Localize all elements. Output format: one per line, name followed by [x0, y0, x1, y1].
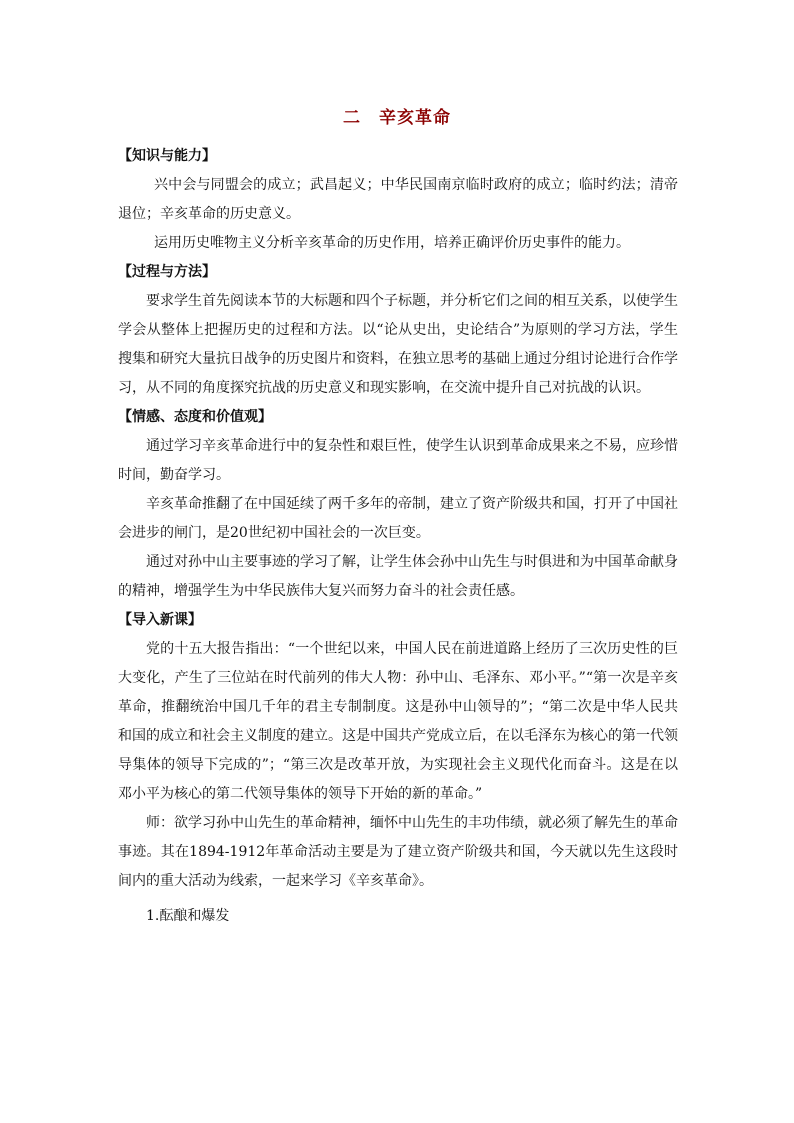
section-knowledge [118, 142, 678, 258]
section-values [118, 403, 678, 606]
section-heading: 【导入新课】 [118, 612, 202, 628]
paragraph: 通过学习辛亥革命进行中的复杂性和艰巨性，使学生认识到革命成果来之不易，应珍惜时间，勤奋学习。 [118, 438, 678, 483]
paragraph: 党的十五大报告指出：“一个世纪以来，中国人民在前进道路上经历了三次历史性的巨大变化，产生了三位站在时代前列的伟大人物：孙中山、毛泽东、邓小平。”“第一次是辛亥革命，推翻统治中国几千年的君主专制制度。这是孙中山领导的”；“第二次是中华人民共和国的成立和社会主义制度的建立。这是中国共产党成立后，在以毛泽东为核心的第一代领导集体的领导下完成的”；“第三次是改革开放，为实现社会主义现代化而奋斗。这是在以邓小平为核心的第二代领导集体的领导下开始的新的革命。” [118, 641, 678, 802]
paragraph: 辛亥革命推翻了在中国延续了两千多年的帝制，建立了资产阶级共和国，打开了中国社会进步的闸门，是20世纪初中国社会的一次巨变。 [118, 496, 678, 541]
section-heading: 【知识与能力】 [118, 148, 216, 164]
document-body [118, 142, 678, 931]
paragraph: 运用历史唯物主义分析辛亥革命的历史作用，培养正确评价历史事件的能力。 [154, 235, 630, 251]
section-heading: 【情感、态度和价值观】 [118, 409, 272, 425]
list-item: 1.酝酿和爆发 [146, 908, 230, 924]
paragraph: 兴中会与同盟会的成立；武昌起义；中华民国南京临时政府的成立；临时约法；清帝退位；辛亥革命的历史意义。 [118, 177, 678, 222]
paragraph: 通过对孙中山主要事迹的学习了解，让学生体会孙中山先生与时俱进和为中国革命献身的精神，增强学生为中华民族伟大复兴而努力奋斗的社会责任感。 [118, 554, 678, 599]
paragraph: 师：欲学习孙中山先生的革命精神，缅怀中山先生的丰功伟绩，就必须了解先生的革命事迹。其在1894-1912年革命活动主要是为了建立资产阶级共和国，今天就以先生这段时间内的重大活动为线索，一起来学习《辛亥革命》。 [118, 815, 678, 889]
section-process [118, 258, 678, 403]
section-heading: 【过程与方法】 [118, 264, 216, 280]
paragraph: 要求学生首先阅读本节的大标题和四个子标题，并分析它们之间的相互关系，以使学生学会从整体上把握历史的过程和方法。以“论从史出，史论结合”为原则的学习方法，学生搜集和研究大量抗日战争的历史图片和资料，在独立思考的基础上通过分组讨论进行合作学习，从不同的角度探究抗战的历史意义和现实影响，在交流中提升自己对抗战的认识。 [118, 293, 678, 396]
page-title: 二 辛亥革命 [343, 108, 451, 128]
section-intro [118, 606, 678, 896]
